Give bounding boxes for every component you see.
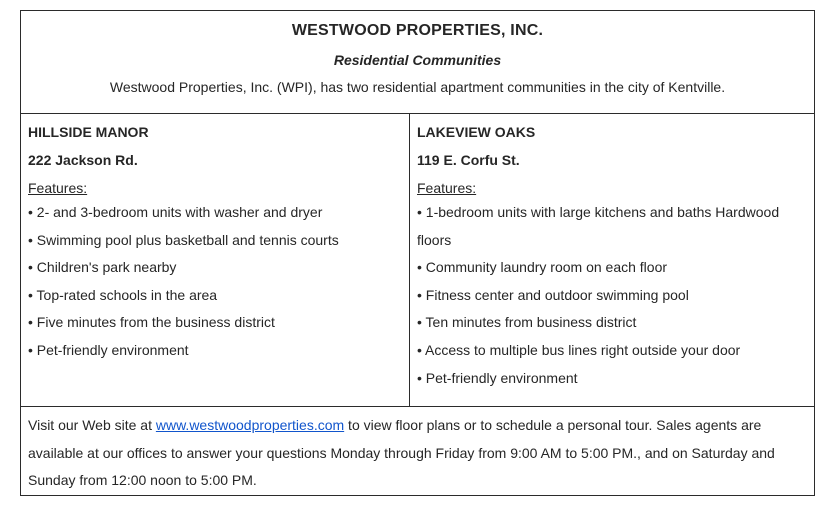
features-label: Features: <box>417 180 477 196</box>
community-lakeview-oaks <box>410 114 814 406</box>
feature-item: • Fitness center and outdoor swimming pool <box>417 286 689 303</box>
feature-item: • 1-bedroom units with large kitchens and baths Hardwood floors <box>417 204 780 248</box>
features-list <box>28 199 402 365</box>
footer-paragraph <box>21 407 814 495</box>
feature-item: • Top-rated schools in the area <box>28 286 218 303</box>
feature-item: • Ten minutes from business district <box>417 314 637 331</box>
feature-item: • Access to multiple bus lines right outside your door <box>417 341 741 358</box>
footer-text-before-link: Visit our Web site at <box>28 417 156 433</box>
feature-item: • Pet-friendly environment <box>417 369 578 386</box>
feature-item: • 2- and 3-bedroom units with washer and dryer <box>28 204 323 220</box>
features-label: Features: <box>28 180 88 196</box>
subtitle: Residential Communities <box>333 52 502 68</box>
footer-text-after-link: to view floor plans or to schedule a personal tour. Sales agents are available at our offices to answer your questions Monday through Friday from 9:00 AM to 5:00 PM., and on Saturday and Sunday from 12:00 noon to 5:00 PM. <box>28 417 775 489</box>
community-hillside-manor <box>21 114 410 406</box>
website-link[interactable]: www.westwoodproperties.com <box>155 417 345 433</box>
feature-item: • Five minutes from the business district <box>28 314 275 331</box>
features-list <box>417 199 807 392</box>
community-address: 119 E. Corfu St. <box>417 152 520 168</box>
feature-item: • Children's park nearby <box>28 259 177 276</box>
feature-item: • Swimming pool plus basketball and tennis courts <box>28 231 339 248</box>
feature-item: • Community laundry room on each floor <box>417 259 668 276</box>
header-section <box>21 11 814 114</box>
communities-row <box>21 114 814 407</box>
company-title: WESTWOOD PROPERTIES, INC. <box>291 22 544 39</box>
community-name: LAKEVIEW OAKS <box>417 124 536 140</box>
document-table <box>20 10 815 496</box>
community-name: HILLSIDE MANOR <box>28 124 149 140</box>
feature-item: • Pet-friendly environment <box>28 341 189 358</box>
community-address: 222 Jackson Rd. <box>28 152 138 168</box>
intro-text: Westwood Properties, Inc. (WPI), has two residential apartment communities in the city of Kentville. <box>109 79 726 95</box>
